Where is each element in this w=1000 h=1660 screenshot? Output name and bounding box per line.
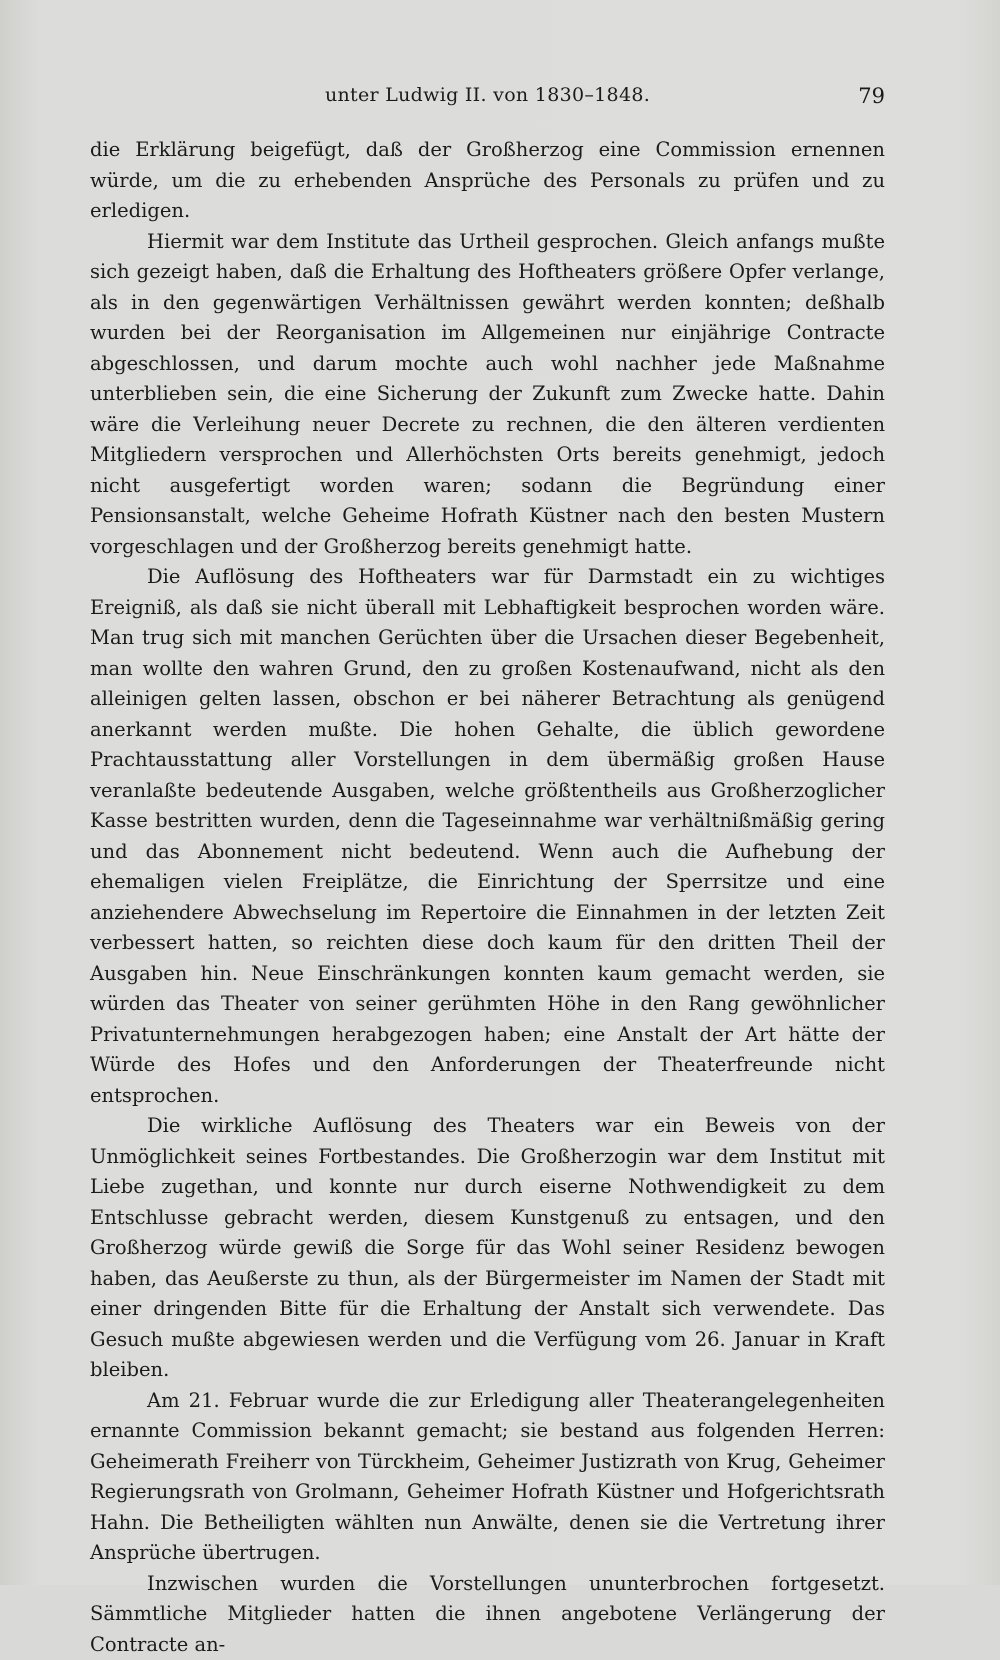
page-header [90,84,885,116]
paragraph-5: Am 21. Februar wurde die zur Erledigung aller Theaterangelegenheiten ernannte Commission bekannt gemacht; sie bestand aus folgenden Herren: Geheimerath Freiherr von Türckheim, Geheimer Justizrath von Krug, Geheimer Regierungsrath von Grolmann, Geheimer Hofrath Küstner und Hofgerichtsrath Hahn. Die Betheiligten wählten nun Anwälte, denen sie die Vertretung ihrer Ansprüche übertrugen. [90,1386,885,1569]
running-title: unter Ludwig II. von 1830–1848. [90,84,885,106]
paragraph-4: Die wirkliche Auflösung des Theaters war ein Beweis von der Unmöglichkeit seines Fortbestandes. Die Großherzogin war dem Institut mit Liebe zugethan, und konnte nur durch eiserne Nothwendigkeit zu dem Entschlusse gebracht werden, diesem Kunstgenuß zu entsagen, und den Großherzog würde gewiß die Sorge für das Wohl seiner Residenz bewogen haben, das Aeußerste zu thun, als der Bürgermeister im Namen der Stadt mit einer dringenden Bitte für die Erhaltung der Anstalt sich verwendete. Das Gesuch mußte abgewiesen werden und die Verfügung vom 26. Januar in Kraft bleiben. [90,1111,885,1386]
body-text [90,135,885,1660]
paragraph-1: die Erklärung beigefügt, daß der Großherzog eine Commission ernennen würde, um die zu erhebenden Ansprüche des Personals zu prüfen und zu erledigen. [90,135,885,227]
paragraph-3: Die Auflösung des Hoftheaters war für Darmstadt ein zu wichtiges Ereigniß, als daß sie nicht überall mit Lebhaftigkeit besprochen worden wäre. Man trug sich mit manchen Gerüchten über die Ursachen dieser Begebenheit, man wollte den wahren Grund, den zu großen Kostenaufwand, nicht als den alleinigen gelten lassen, obschon er bei näherer Betrachtung als genügend anerkannt werden mußte. Die hohen Gehalte, die üblich gewordene Prachtausstattung aller Vorstellungen in dem übermäßig großen Hause veranlaßte bedeutende Ausgaben, welche größtentheils aus Großherzoglicher Kasse bestritten wurden, denn die Tageseinnahme war verhältnißmäßig gering und das Abonnement nicht bedeutend. Wenn auch die Aufhebung der ehemaligen vielen Freiplätze, die Einrichtung der Sperrsitze und eine anziehendere Abwechselung im Repertoire die Einnahmen in der letzten Zeit verbessert hatten, so reichten diese doch kaum für den dritten Theil der Ausgaben hin. Neue Einschränkungen konnten kaum gemacht werden, sie würden das Theater von seiner gerühmten Höhe in den Rang gewöhnlicher Privatunternehmungen herabgezogen haben; eine Anstalt der Art hätte der Würde des Hofes und den Anforderungen der Theaterfreunde nicht entsprochen. [90,562,885,1111]
page-number: 79 [858,84,885,108]
paragraph-2: Hiermit war dem Institute das Urtheil gesprochen. Gleich anfangs mußte sich gezeigt haben, daß die Erhaltung des Hoftheaters größere Opfer verlange, als in den gegenwärtigen Verhältnissen gewährt werden konnten; deßhalb wurden bei der Reorganisation im Allgemeinen nur einjährige Contracte abgeschlossen, und darum mochte auch wohl nachher jede Maßnahme unterblieben sein, die eine Sicherung der Zukunft zum Zwecke hatte. Dahin wäre die Verleihung neuer Decrete zu rechnen, die den älteren verdienten Mitgliedern versprochen und Allerhöchsten Orts bereits genehmigt, jedoch nicht ausgefertigt worden waren; sodann die Begründung einer Pensionsanstalt, welche Geheime Hofrath Küstner nach den besten Mustern vorgeschlagen und der Großherzog bereits genehmigt hatte. [90,227,885,563]
paragraph-6: Inzwischen wurden die Vorstellungen ununterbrochen fortgesetzt. Sämmtliche Mitglieder hatten die ihnen angebotene Verlängerung der Contracte an- [90,1569,885,1660]
